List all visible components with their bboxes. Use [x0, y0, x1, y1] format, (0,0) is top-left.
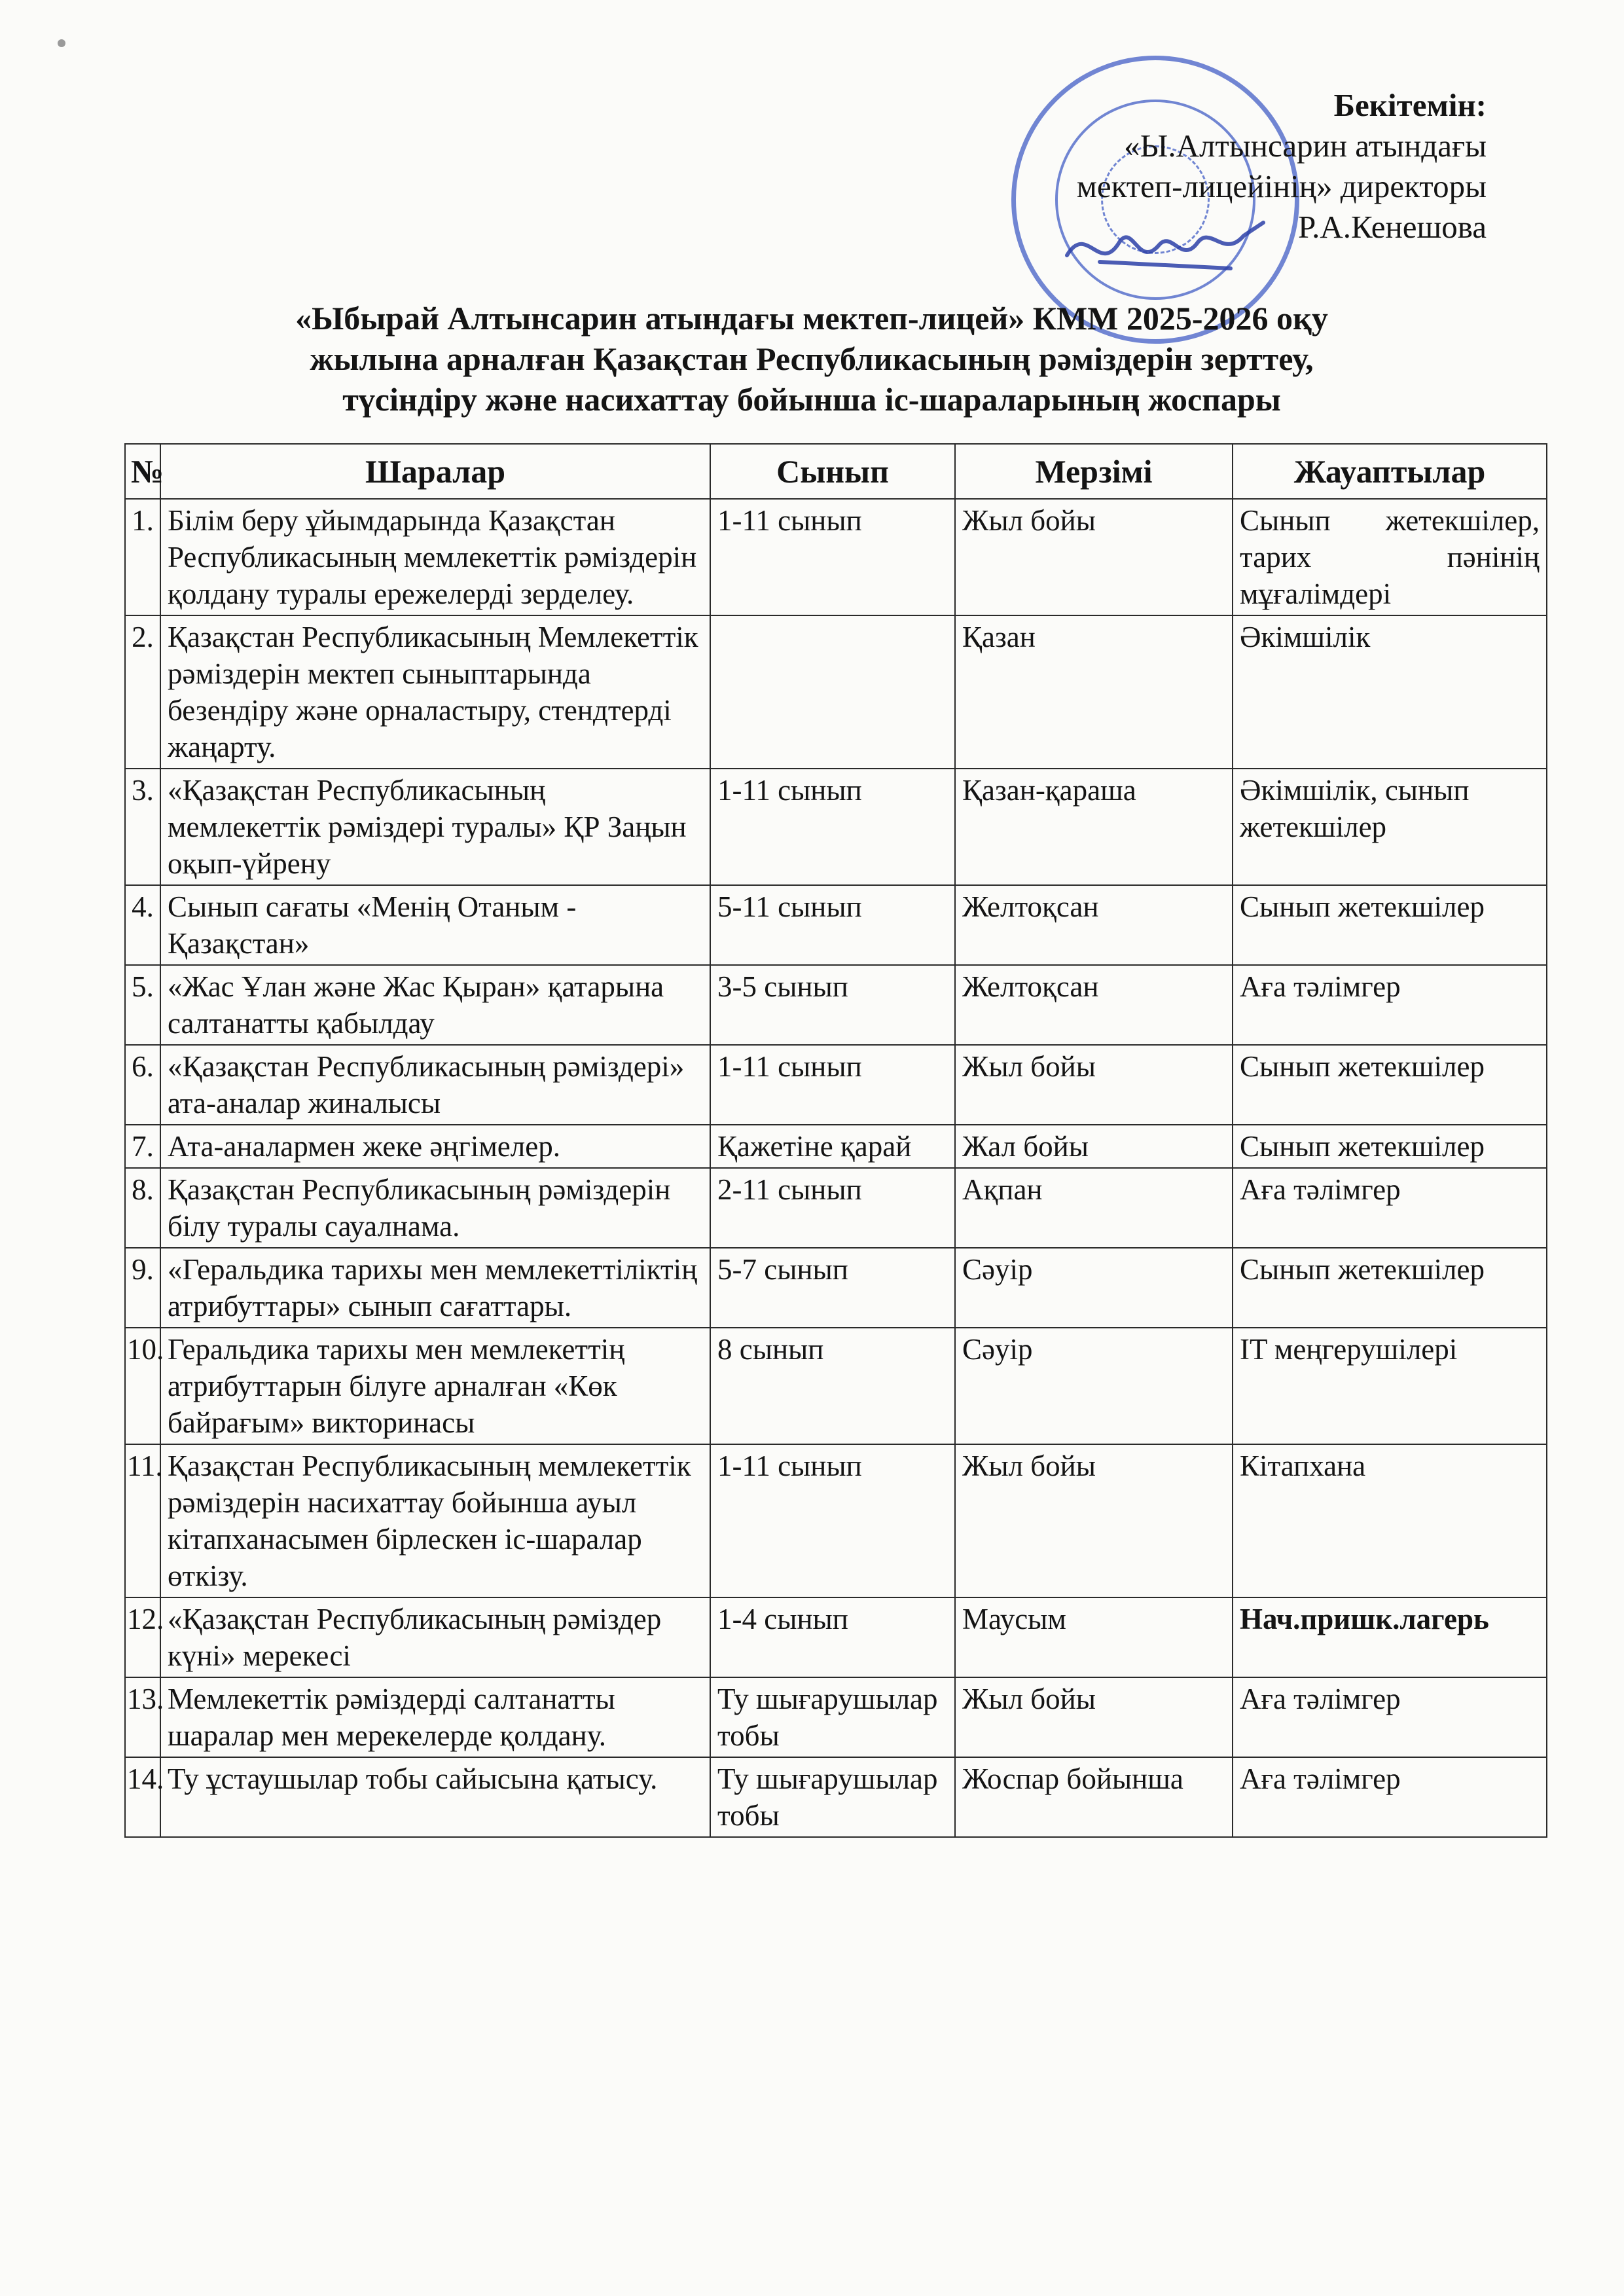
responsible-cell: Кітапхана — [1233, 1444, 1547, 1597]
responsible-cell: Сынып жетекшілер, тарих пәнінің мұғалімдері — [1233, 499, 1547, 615]
table-row — [125, 1045, 1547, 1125]
grade-cell: Ту шығарушылар тобы — [710, 1677, 955, 1757]
event-cell: «Қазақстан Республикасының мемлекеттік рәміздері туралы» ҚР Заңын оқып-үйрену — [160, 769, 710, 885]
column-header: № — [125, 444, 160, 499]
row-number: 9. — [125, 1248, 160, 1328]
grade-cell: 5-7 сынып — [710, 1248, 955, 1328]
grade-cell: 1-11 сынып — [710, 769, 955, 885]
event-cell: «Қазақстан Республикасының рәміздері» ата-аналар жиналысы — [160, 1045, 710, 1125]
row-number: 2. — [125, 615, 160, 769]
table-row — [125, 1597, 1547, 1677]
responsible-cell: Әкімшілік — [1233, 615, 1547, 769]
row-number: 14. — [125, 1757, 160, 1837]
responsible-cell: Сынып жетекшілер — [1233, 885, 1547, 965]
event-cell: Ту ұстаушылар тобы сайысына қатысу. — [160, 1757, 710, 1837]
responsible-cell: Сынып жетекшілер — [1233, 1045, 1547, 1125]
grade-cell: 3-5 сынып — [710, 965, 955, 1045]
term-cell: Желтоқсан — [955, 965, 1233, 1045]
table-row — [125, 885, 1547, 965]
approval-line: «Ы.Алтынсарин атындағы — [1124, 128, 1487, 164]
grade-cell: 1-11 сынып — [710, 499, 955, 615]
row-number: 11. — [125, 1444, 160, 1597]
table-row — [125, 769, 1547, 885]
grade-cell: Ту шығарушылар тобы — [710, 1757, 955, 1837]
responsible-cell: Нач.пришк.лагерь — [1233, 1597, 1547, 1677]
responsible-cell: Аға тәлімгер — [1233, 1677, 1547, 1757]
term-cell: Жыл бойы — [955, 1677, 1233, 1757]
column-header: Жауаптылар — [1233, 444, 1547, 499]
row-number: 13. — [125, 1677, 160, 1757]
row-number: 5. — [125, 965, 160, 1045]
event-cell: «Жас Ұлан және Жас Қыран» қатарына салтанатты қабылдау — [160, 965, 710, 1045]
grade-cell: Қажетіне қарай — [710, 1125, 955, 1168]
column-header: Мерзімі — [955, 444, 1233, 499]
table-row — [125, 1677, 1547, 1757]
term-cell: Желтоқсан — [955, 885, 1233, 965]
event-cell: Мемлекеттік рәміздерді салтанатты шаралар мен мерекелерде қолдану. — [160, 1677, 710, 1757]
event-cell: Қазақстан Республикасының мемлекеттік рәміздерін насихаттау бойынша ауыл кітапханасымен бірлескен іс-шаралар өткізу. — [160, 1444, 710, 1597]
grade-cell: 8 сынып — [710, 1328, 955, 1444]
term-cell: Қазан — [955, 615, 1233, 769]
approval-line: мектеп-лицейінің» директоры — [1076, 168, 1487, 204]
table-row — [125, 1125, 1547, 1168]
term-cell: Жоспар бойынша — [955, 1757, 1233, 1837]
column-header: Сынып — [710, 444, 955, 499]
title-line: жылына арналған Қазақстан Республикасының рәміздерін зерттеу, — [310, 340, 1314, 377]
column-header: Шаралар — [160, 444, 710, 499]
grade-cell: 1-11 сынып — [710, 1045, 955, 1125]
term-cell: Ақпан — [955, 1168, 1233, 1248]
term-cell: Жыл бойы — [955, 1444, 1233, 1597]
event-cell: Геральдика тарихы мен мемлекеттің атрибуттарын білуге арналған «Көк байрағым» викторинасы — [160, 1328, 710, 1444]
event-cell: Ата-аналармен жеке әңгімелер. — [160, 1125, 710, 1168]
responsible-cell: Аға тәлімгер — [1233, 1168, 1547, 1248]
term-cell: Қазан-қараша — [955, 769, 1233, 885]
responsible-cell: Әкімшілік, сынып жетекшілер — [1233, 769, 1547, 885]
responsible-cell: Сынып жетекшілер — [1233, 1248, 1547, 1328]
row-number: 3. — [125, 769, 160, 885]
title-line: «Ыбырай Алтынсарин атындағы мектеп-лицей» КММ 2025-2026 оқу — [295, 300, 1328, 337]
document-title — [131, 298, 1492, 420]
row-number: 7. — [125, 1125, 160, 1168]
term-cell: Жыл бойы — [955, 1045, 1233, 1125]
table-row — [125, 1757, 1547, 1837]
table-row — [125, 499, 1547, 615]
scan-mark — [58, 39, 65, 47]
table-row — [125, 965, 1547, 1045]
table-row — [125, 1168, 1547, 1248]
term-cell: Сәуір — [955, 1328, 1233, 1444]
row-number: 6. — [125, 1045, 160, 1125]
row-number: 10. — [125, 1328, 160, 1444]
term-cell: Сәуір — [955, 1248, 1233, 1328]
row-number: 12. — [125, 1597, 160, 1677]
table-row — [125, 1444, 1547, 1597]
row-number: 8. — [125, 1168, 160, 1248]
table-row — [125, 615, 1547, 769]
director-name: Р.А.Кенешова — [1297, 209, 1487, 245]
grade-cell: 5-11 сынып — [710, 885, 955, 965]
table-header-row — [125, 444, 1547, 499]
grade-cell — [710, 615, 955, 769]
term-cell: Жыл бойы — [955, 499, 1233, 615]
table-row — [125, 1328, 1547, 1444]
event-cell: Қазақстан Республикасының рәміздерін білу туралы сауалнама. — [160, 1168, 710, 1248]
responsible-cell: Аға тәлімгер — [1233, 1757, 1547, 1837]
responsible-cell: IT меңгерушілері — [1233, 1328, 1547, 1444]
grade-cell: 1-4 сынып — [710, 1597, 955, 1677]
events-plan-table — [124, 443, 1547, 1838]
term-cell: Жал бойы — [955, 1125, 1233, 1168]
event-cell: «Геральдика тарихы мен мемлекеттіліктің атрибуттары» сынып сағаттары. — [160, 1248, 710, 1328]
grade-cell: 1-11 сынып — [710, 1444, 955, 1597]
event-cell: Қазақстан Республикасының Мемлекеттік рәміздерін мектеп сыныптарында безендіру және орналастыру, стендтерді жаңарту. — [160, 615, 710, 769]
approval-block — [976, 85, 1487, 247]
event-cell: Сынып сағаты «Менің Отаным - Қазақстан» — [160, 885, 710, 965]
row-number: 1. — [125, 499, 160, 615]
event-cell: «Қазақстан Республикасының рәміздер күні» мерекесі — [160, 1597, 710, 1677]
approval-heading: Бекітемін: — [1333, 87, 1487, 123]
term-cell: Маусым — [955, 1597, 1233, 1677]
responsible-cell: Сынып жетекшілер — [1233, 1125, 1547, 1168]
table-row — [125, 1248, 1547, 1328]
event-cell: Білім беру ұйымдарында Қазақстан Республикасының мемлекеттік рәміздерін қолдану туралы ережелерді зерделеу. — [160, 499, 710, 615]
grade-cell: 2-11 сынып — [710, 1168, 955, 1248]
title-line: түсіндіру және насихаттау бойынша іс-шараларының жоспары — [342, 381, 1281, 418]
responsible-cell: Аға тәлімгер — [1233, 965, 1547, 1045]
row-number: 4. — [125, 885, 160, 965]
